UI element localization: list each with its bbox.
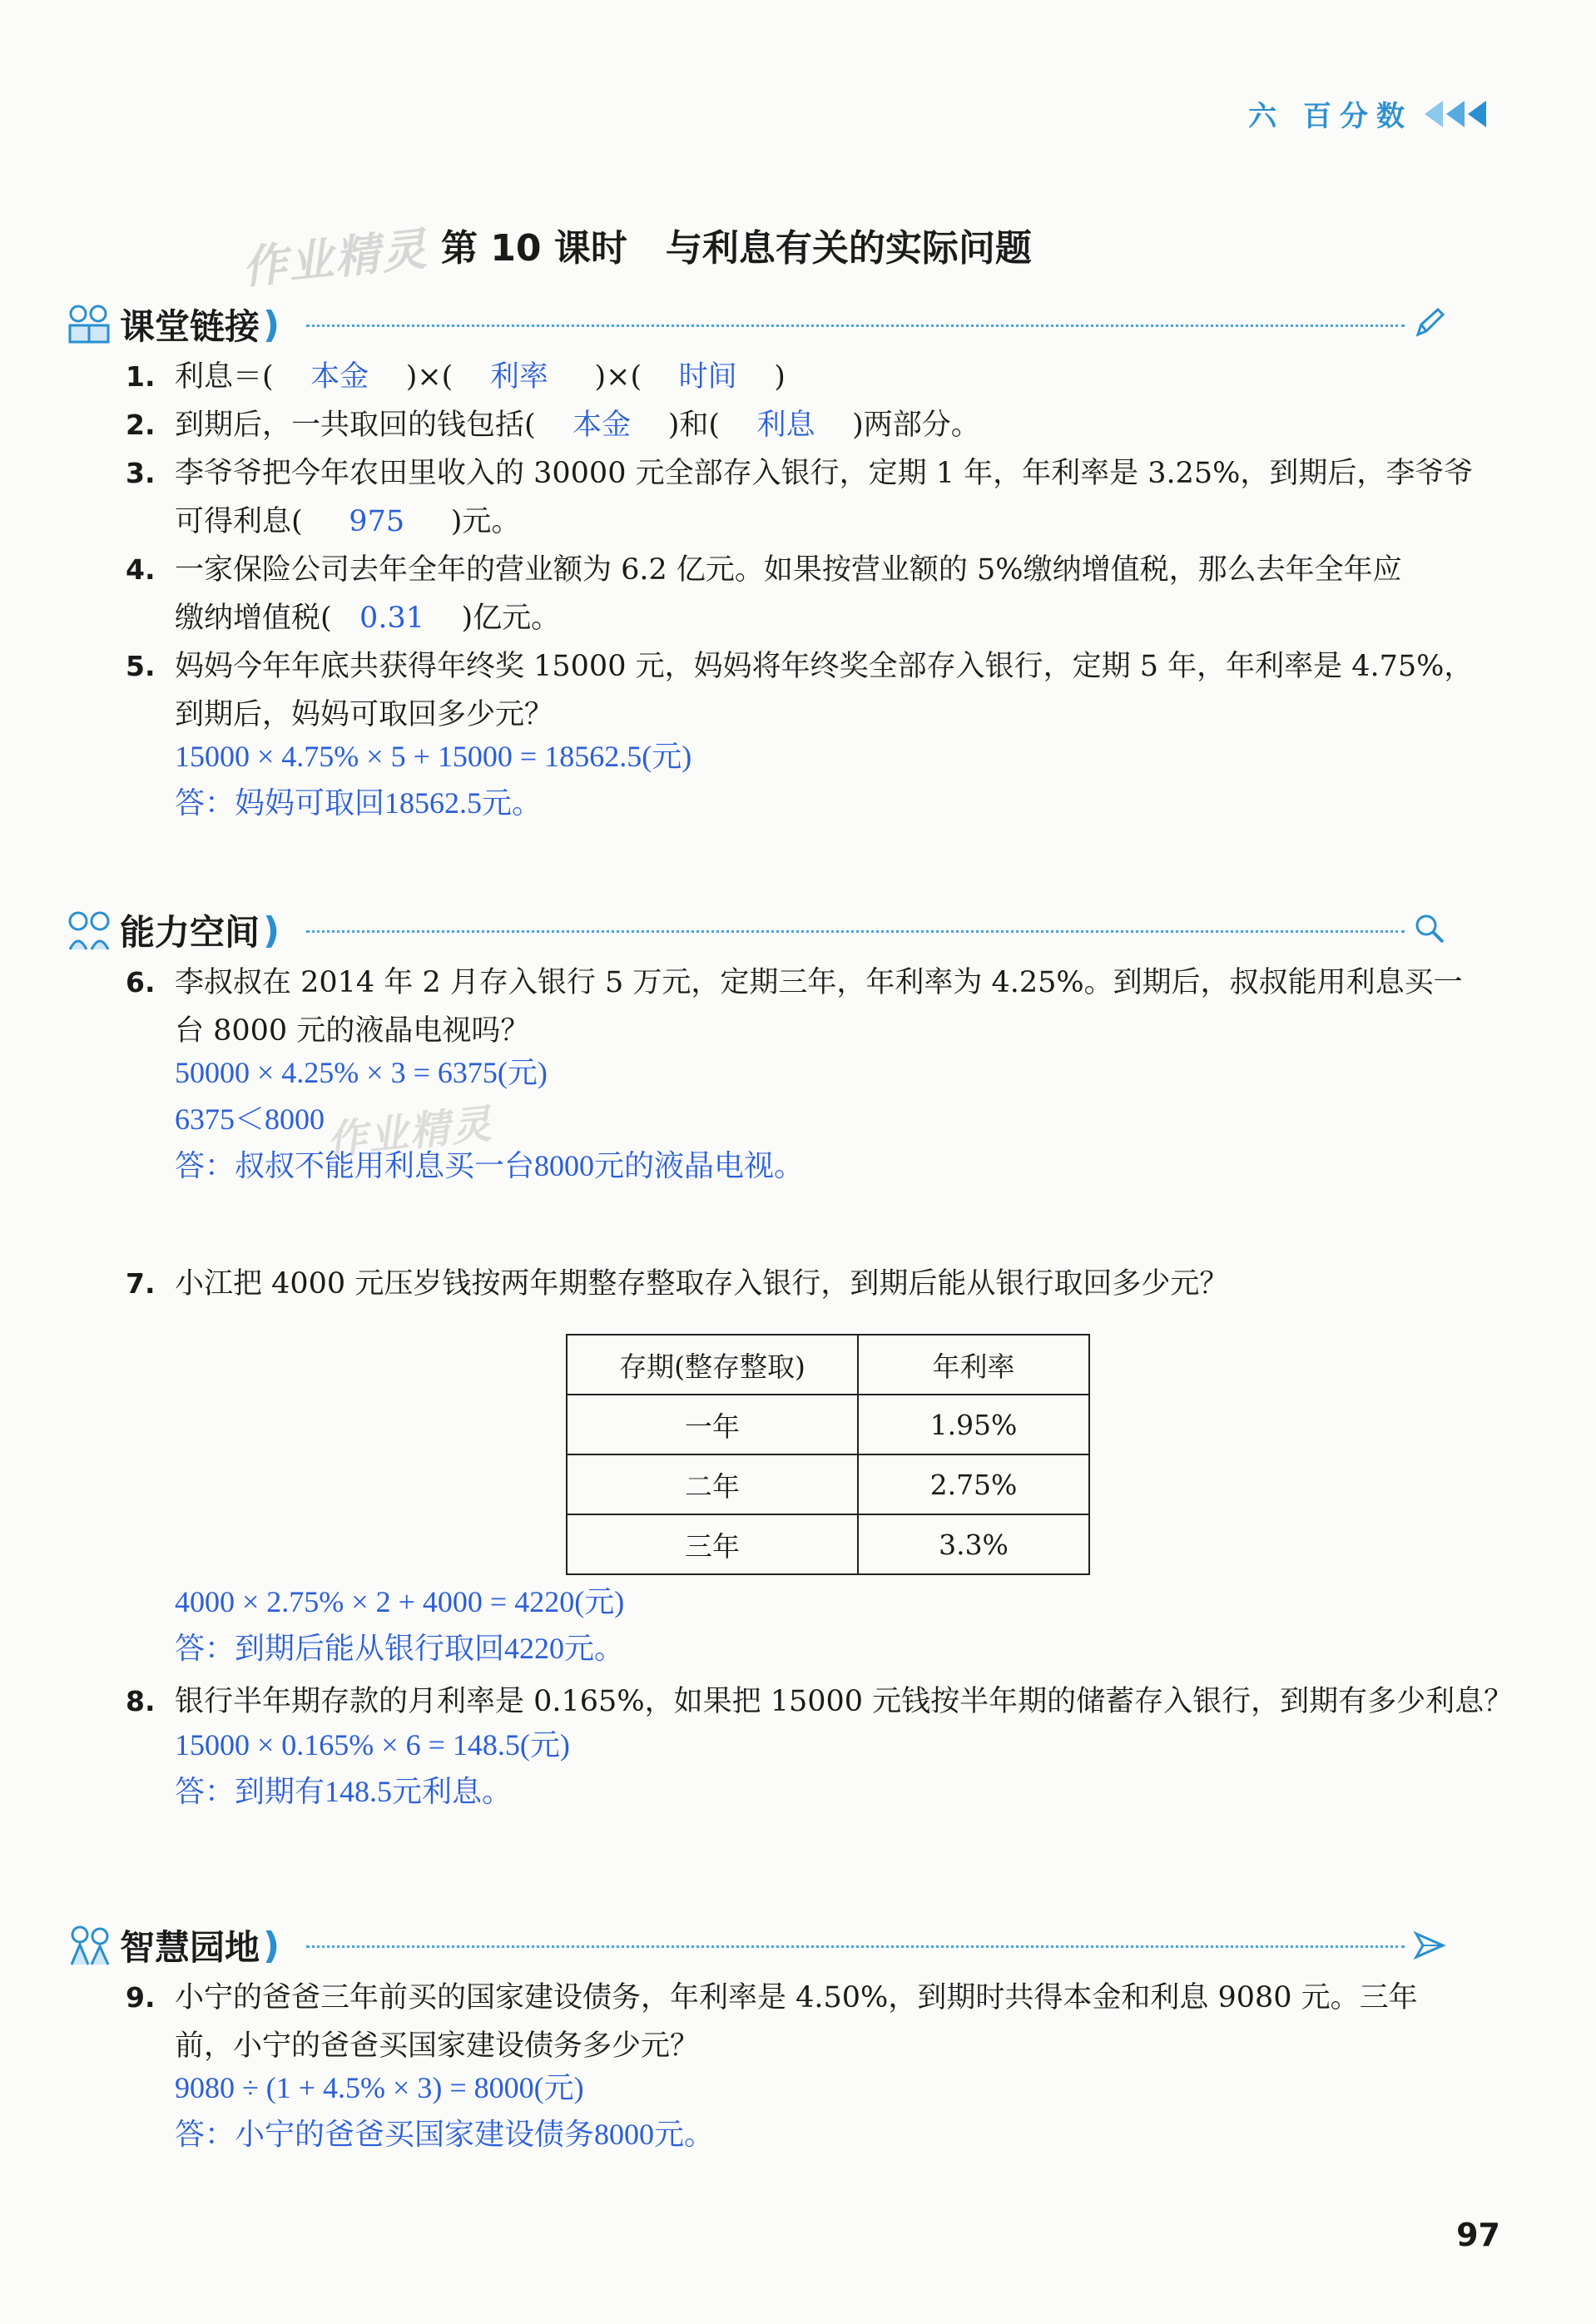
question-8-calculation: 15000 × 0.165% × 6 = 148.5(元)	[175, 1728, 570, 1762]
question-5-answer: 答：妈妈可取回18562.5元。	[175, 786, 543, 820]
table-row	[567, 1454, 1089, 1514]
triangle-arrows-icon	[1425, 101, 1486, 127]
question-number: 3.	[126, 457, 156, 489]
table-cell: 2.75%	[858, 1454, 1089, 1514]
table-cell: 1.95%	[858, 1395, 1089, 1454]
chapter-header	[1248, 93, 1486, 134]
text-fragment: )和(	[667, 409, 721, 442]
answer-blank: 本金	[310, 360, 369, 394]
answer-blank: 利率	[489, 360, 548, 394]
text-fragment: 到期后，一共取回的钱包括(	[175, 409, 536, 442]
question-8-answer: 答：到期有148.5元利息。	[175, 1775, 513, 1808]
dotted-divider	[306, 1945, 1405, 1948]
table-cell: 一年	[567, 1395, 858, 1454]
question-4-line-1: 一家保险公司去年全年的营业额为 6.2 亿元。如果按营业额的 5%缴纳增值税，那么去年全年应	[175, 553, 1402, 587]
section-header-wisdom	[65, 1922, 1496, 1969]
question-6-comparison: 6375＜8000	[175, 1103, 325, 1136]
interest-rate-table	[566, 1334, 1090, 1575]
text-fragment: 可得利息(	[175, 505, 303, 538]
watermark: 作业精灵	[325, 1100, 495, 1165]
column-header: 存期(整存整取)	[567, 1335, 858, 1395]
section-title: 能力空间	[120, 912, 260, 953]
text-fragment: )×(	[405, 360, 454, 394]
question-2-text	[175, 401, 980, 449]
question-6-answer: 答：叔叔不能用利息买一台8000元的液晶电视。	[175, 1149, 805, 1182]
text-fragment: )元。	[450, 505, 521, 538]
question-number: 9.	[126, 1981, 156, 2014]
question-9-calculation: 9080 ÷ (1 + 4.5% × 3) = 8000(元)	[175, 2071, 584, 2104]
question-8-line-1: 银行半年期存款的月利率是 0.165%，如果把 15000 元钱按半年期的储蓄存入银行，到期有多少利息？	[175, 1685, 1514, 1718]
dotted-divider	[306, 325, 1405, 327]
question-9-line-2: 前，小宁的爸爸买国家建设债务多少元？	[175, 2029, 700, 2063]
page-number: 97	[1456, 2217, 1500, 2253]
answer-blank: 利息	[756, 409, 815, 442]
pencil-icon	[1413, 306, 1446, 343]
answer-blank: 时间	[678, 360, 737, 394]
question-number: 2.	[126, 409, 156, 441]
column-header: 年利率	[858, 1335, 1089, 1395]
question-9-answer: 答：小宁的爸爸买国家建设债务8000元。	[175, 2118, 715, 2151]
answer-blank: 975	[349, 505, 405, 538]
table-cell: 三年	[567, 1514, 858, 1574]
section-header-ability	[65, 907, 1496, 954]
question-5-calculation: 15000 × 4.75% × 5 + 15000 = 18562.5(元)	[175, 740, 692, 773]
text-fragment: 缴纳增值税(	[175, 602, 332, 635]
table-cell: 二年	[567, 1454, 858, 1514]
table-cell: 3.3%	[858, 1514, 1089, 1574]
text-fragment: )	[774, 360, 786, 394]
section-bracket: )	[263, 1924, 280, 1967]
section-bracket: )	[263, 303, 280, 346]
question-1-text	[175, 353, 786, 401]
watermark: 作业精灵	[239, 222, 431, 295]
question-number: 7.	[126, 1267, 156, 1300]
question-number: 4.	[126, 553, 156, 586]
question-6-line-2: 台 8000 元的液晶电视吗？	[175, 1014, 530, 1048]
table-row	[567, 1395, 1089, 1454]
magnifier-icon	[1413, 912, 1446, 949]
paper-plane-icon	[1413, 1929, 1446, 1965]
children-reading-icon	[65, 302, 113, 347]
answer-blank: 0.31	[359, 602, 424, 635]
text-fragment: )×(	[594, 360, 642, 394]
question-6-line-1: 李叔叔在 2014 年 2 月存入银行 5 万元，定期三年，年利率为 4.25%。到期后，叔叔能用利息买一	[175, 966, 1463, 999]
question-4-line-2	[175, 594, 560, 642]
text-fragment: )两部分。	[852, 409, 980, 442]
question-5-line-2: 到期后，妈妈可取回多少元？	[175, 698, 554, 731]
question-5-line-1: 妈妈今年年底共获得年终奖 15000 元，妈妈将年终奖全部存入银行，定期 5 年，年利率是 4.75%，	[175, 650, 1474, 683]
table-row	[567, 1514, 1089, 1574]
question-7-answer: 答：到期后能从银行取回4220元。	[175, 1632, 625, 1665]
question-7-calculation: 4000 × 2.75% × 2 + 4000 = 4220(元)	[175, 1585, 625, 1618]
question-number: 8.	[126, 1685, 156, 1717]
question-9-line-1: 小宁的爸爸三年前买的国家建设债务，年利率是 4.50%，到期时共得本金和利息 9080 元。三年	[175, 1981, 1418, 2014]
section-header-classroom	[65, 301, 1496, 348]
section-title: 智慧园地	[120, 1927, 260, 1968]
answer-blank: 本金	[572, 409, 632, 442]
children-playing-icon	[65, 1923, 113, 1968]
question-number: 6.	[126, 966, 156, 998]
text-fragment: )亿元。	[461, 602, 561, 635]
question-7-line-1: 小江把 4000 元压岁钱按两年期整存整取存入银行，到期后能从银行取回多少元？	[175, 1267, 1229, 1301]
table-header-row	[567, 1335, 1089, 1395]
question-6-calculation: 50000 × 4.25% × 3 = 6375(元)	[175, 1056, 548, 1089]
question-number: 5.	[126, 650, 156, 682]
question-number: 1.	[126, 360, 156, 393]
children-thinking-icon	[65, 908, 113, 953]
chapter-title: 六 百分数	[1248, 100, 1413, 133]
text-fragment: 利息＝(	[175, 360, 274, 394]
question-3-line-1: 李爷爷把今年农田里收入的 30000 元全部存入银行，定期 1 年，年利率是 3.25%，到期后，李爷爷	[175, 457, 1474, 490]
section-bracket: )	[263, 909, 280, 952]
dotted-divider	[306, 930, 1405, 933]
lesson-title: 第 10 课时 与利息有关的实际问题	[441, 227, 1032, 270]
question-3-line-2	[175, 498, 520, 546]
section-title: 课堂链接	[120, 306, 260, 347]
